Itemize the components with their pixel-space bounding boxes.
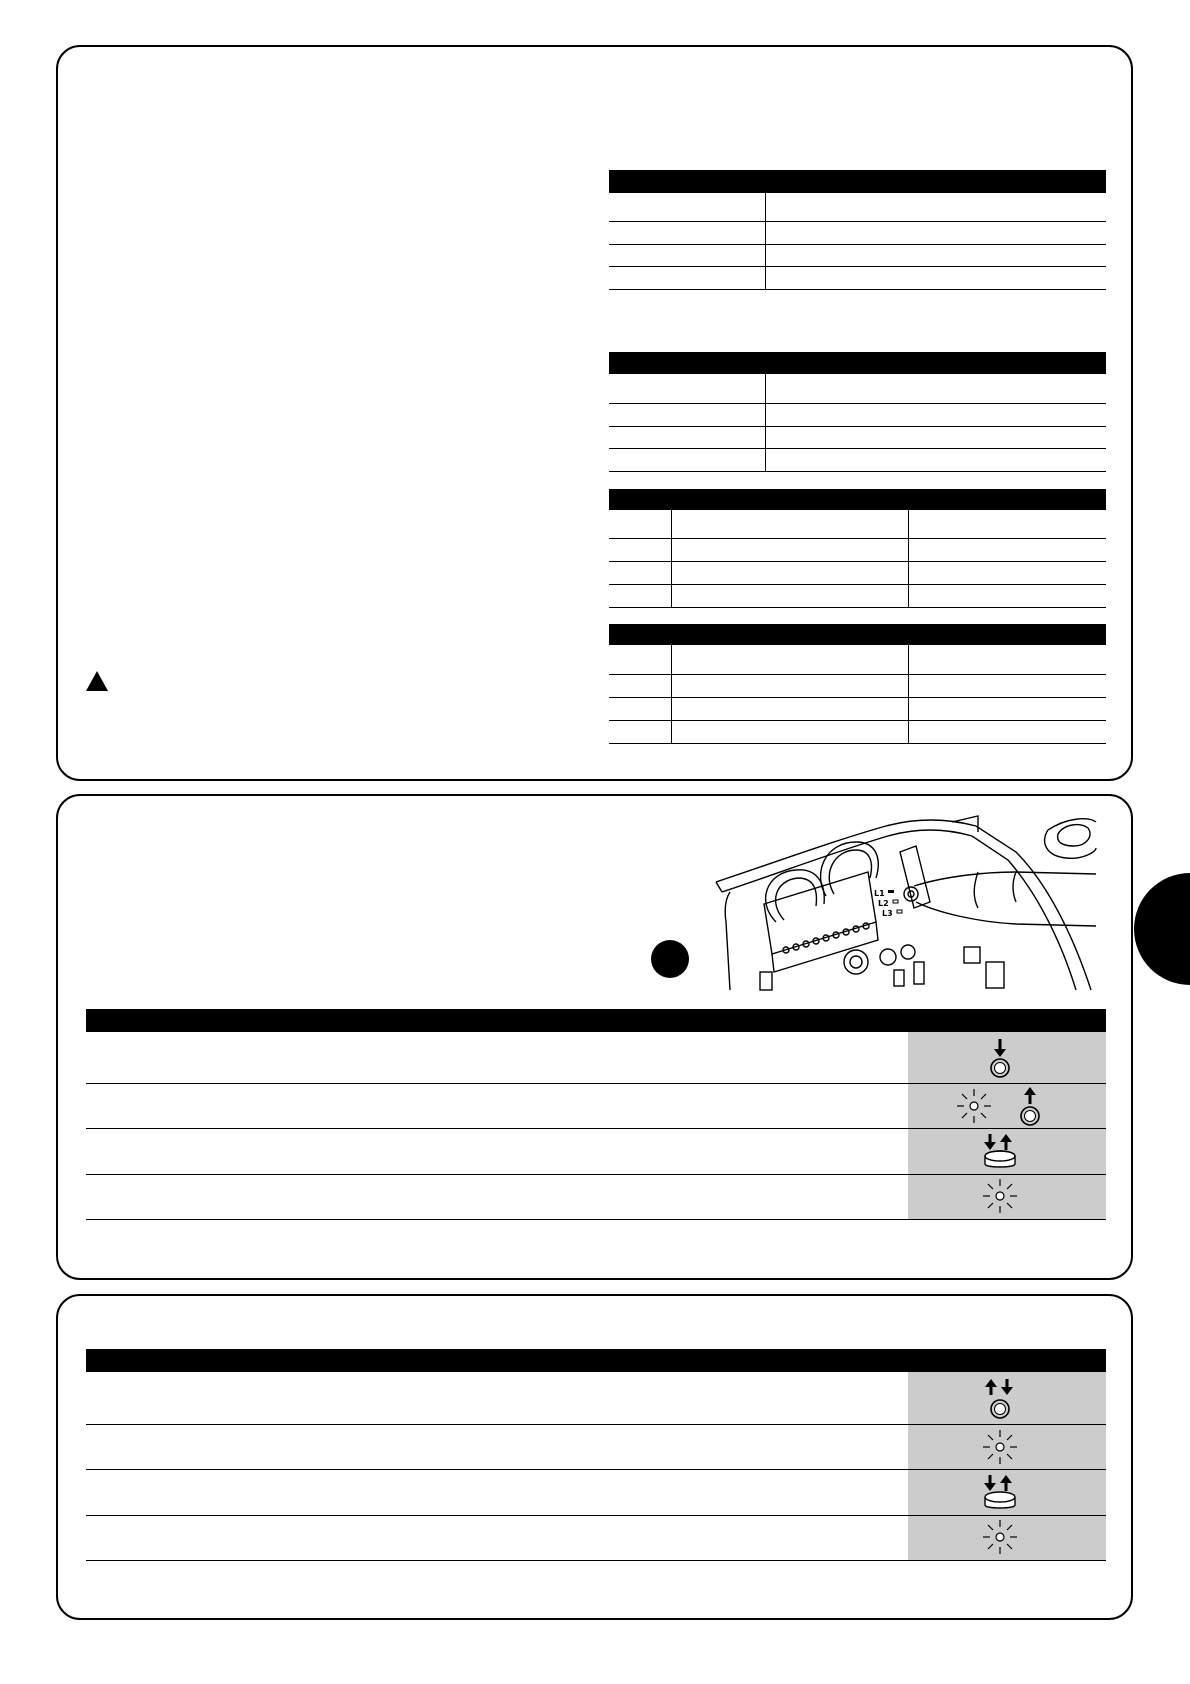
- led-blink-icon: [983, 1177, 1017, 1215]
- led-blink-icon: [983, 1518, 1017, 1556]
- section-tab: [1134, 873, 1190, 985]
- board-label-l3: L3: [882, 909, 893, 918]
- board-label-l1: L1: [874, 889, 885, 898]
- warning-triangle-icon: [86, 671, 108, 691]
- panel-top: [56, 45, 1133, 781]
- step-dot-icon: [651, 940, 689, 978]
- led-blink-icon: [983, 1428, 1017, 1466]
- press-button-icon: [985, 1037, 1015, 1079]
- transmitter-press-icon: [980, 1132, 1020, 1172]
- led-blink-release-button-icon: [952, 1085, 1052, 1127]
- board-label-l2: L2: [878, 899, 889, 908]
- press-hold-button-icon: [980, 1377, 1020, 1421]
- control-board-illustration: [716, 812, 1096, 990]
- transmitter-press-icon: [980, 1473, 1020, 1513]
